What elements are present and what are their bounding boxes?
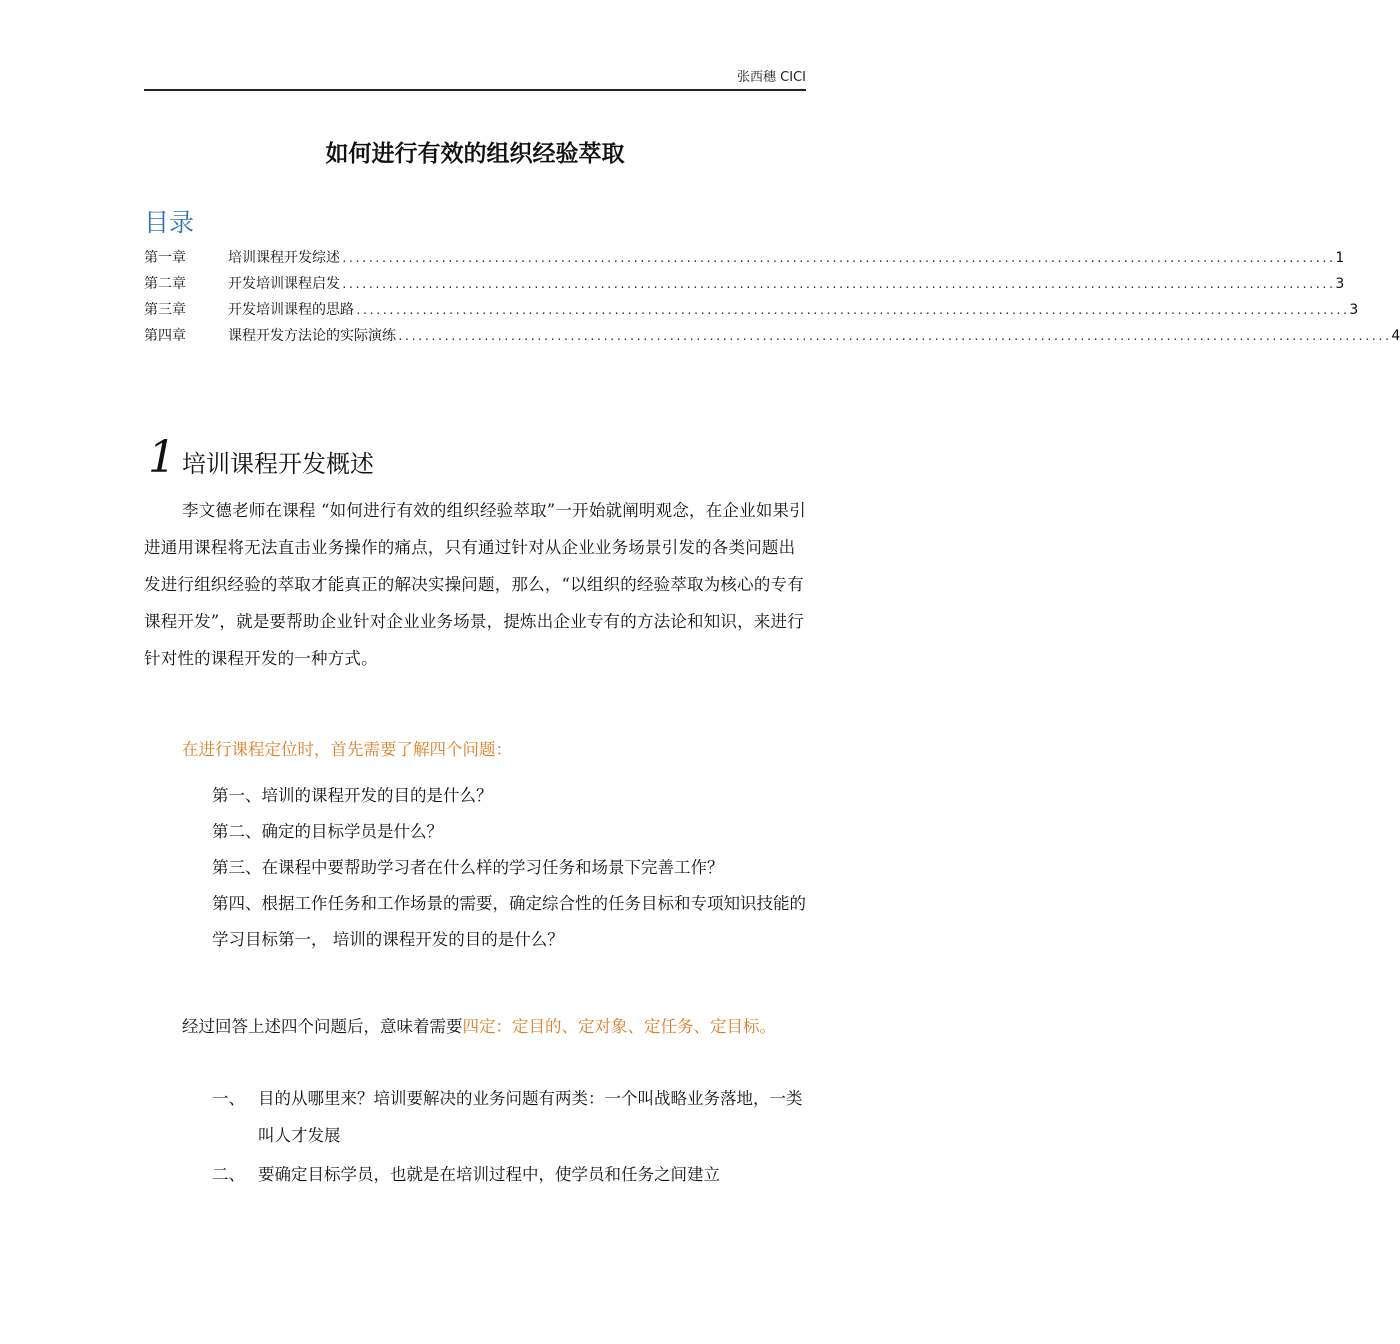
toc-leader-dots: ...................................................................................................................................................... [355,304,1349,317]
question-item: 第一、培训的课程开发的目的是什么？ [212,786,493,805]
point-marker: 一、 [212,1089,245,1108]
question-item: 第三、在课程中要帮助学习者在什么样的学习任务和场景下完善工作？ [212,858,724,877]
point-item [212,1156,806,1193]
question-lead: 在进行课程定位时，首先需要了解四个问题： [182,740,512,759]
toc-chapter: 第二章 [144,276,186,292]
summary-text: 经过回答上述四个问题后，意味着需要 [182,1017,463,1036]
summary-highlight: 四定：定目的、定对象、定任务、定目标。 [462,1017,776,1036]
question-item: 第二、确定的目标学员是什么？ [212,822,443,841]
point-text: 目的从哪里来？培训要解决的业务问题有两类：一个叫战略业务落地，一类叫人才发展 [258,1089,803,1145]
toc-entry[interactable] [144,273,1345,299]
toc-title: 开发培训课程的思路 [228,302,354,318]
toc-page-number: 3 [1335,276,1345,292]
toc-page-number: 3 [1349,302,1359,318]
toc-entry[interactable] [144,325,1400,351]
section-title: 培训课程开发概述 [182,450,374,478]
toc-entry[interactable] [144,247,1345,273]
header-author: 张西穗 CICI [737,70,806,85]
summary-paragraph [144,1013,806,1040]
toc-leader-dots: ...................................................................................................................................................... [341,252,1335,265]
toc-title: 培训课程开发综述 [228,250,340,266]
section-number: 1 [148,432,176,483]
document-title: 如何进行有效的组织经验萃取 [325,141,625,167]
point-list [212,1080,806,1195]
page-header [144,66,806,91]
table-of-contents [144,247,1400,351]
toc-title: 课程开发方法论的实际演练 [228,328,396,344]
toc-leader-dots: ...................................................................................................................................................... [341,278,1335,291]
toc-page-number: 1 [1335,250,1345,266]
section-heading [148,432,374,483]
point-text: 要确定目标学员，也就是在培训过程中，使学员和任务之间建立 [258,1165,720,1184]
toc-leader-dots: ...................................................................................................................................................... [397,330,1391,343]
toc-chapter: 第三章 [144,302,186,318]
toc-chapter: 第一章 [144,250,186,266]
point-item [212,1080,806,1154]
toc-page-number: 4 [1391,328,1400,344]
toc-chapter: 第四章 [144,328,186,344]
question-list [212,778,806,958]
toc-heading: 目录 [144,208,195,237]
toc-title: 开发培训课程启发 [228,276,340,292]
point-marker: 二、 [212,1165,245,1184]
question-item: 第四、根据工作任务和工作场景的需要，确定综合性的任务目标和专项知识技能的学习目标第一， 培训的课程开发的目的是什么？ [212,894,806,949]
toc-entry[interactable] [144,299,1359,325]
intro-paragraph: 李文德老师在课程 “如何进行有效的组织经验萃取”一开始就阐明观念，在企业如果引进通用课程将无法直击业务操作的痛点，只有通过针对从企业业务场景引发的各类问题出发进行组织经验的萃取才能真正的解决实操问题，那么，“以组织的经验萃取为核心的专有课程开发”，就是要帮助企业针对企业业务场景，提炼出企业专有的方法论和知识，来进行针对性的课程开发的一种方式。 [144,501,806,668]
